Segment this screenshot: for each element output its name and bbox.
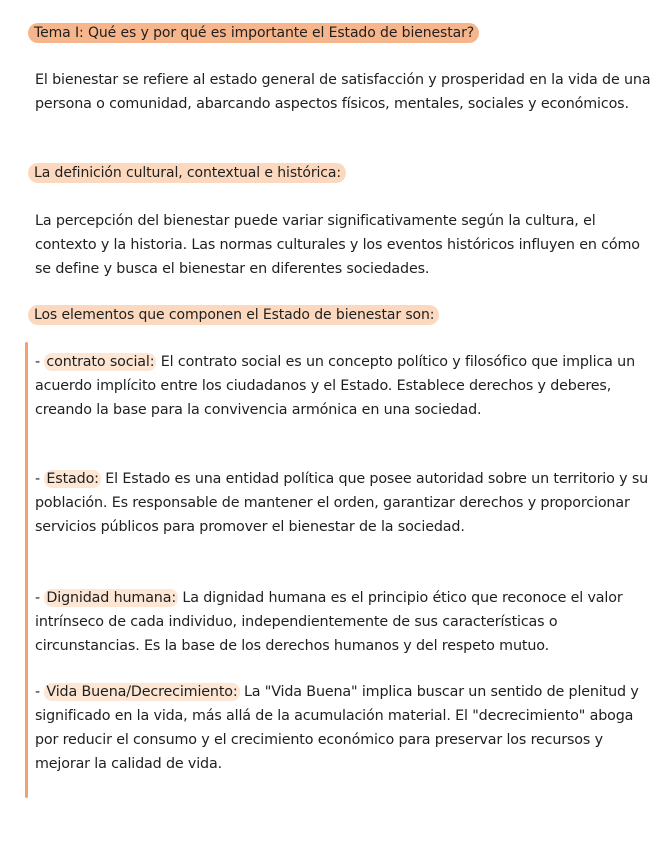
list-item — [35, 467, 653, 539]
intro-paragraph — [35, 68, 655, 116]
section-heading-definition — [28, 162, 346, 184]
topic-title-text: Tema I: Qué es y por qué es importante el Estado de bienestar? — [28, 23, 479, 43]
definition-paragraph — [35, 209, 655, 281]
list-item-text: La "Vida Buena" implica buscar un sentido de plenitud y significado en la vida, más allá de la acumulación material. El "decrecimiento" aboga por reducir el consumo y el crecimiento económico para preservar los recursos y mejorar la calidad de vida. — [35, 684, 639, 772]
definition-paragraph-text: La percepción del bienestar puede variar significativamente según la cultura, el contexto y la historia. Las normas culturales y los eventos históricos influyen en cómo se define y busca el bienestar en diferentes sociedades. — [35, 213, 640, 277]
section-heading-definition-text: La definición cultural, contextual e histórica: — [28, 163, 346, 183]
section-heading-elements-text: Los elementos que componen el Estado de bienestar son: — [28, 305, 439, 325]
list-item-dash: - — [35, 354, 45, 370]
list-item — [35, 680, 653, 776]
list-item-dash: - — [35, 471, 45, 487]
list-item-dash: - — [35, 590, 45, 606]
topic-title — [28, 22, 479, 44]
list-item-term: contrato social: — [46, 354, 155, 370]
list-item — [35, 350, 653, 422]
list-item-dash: - — [35, 684, 45, 700]
list-item-term: Dignidad humana: — [46, 590, 177, 606]
list-item-text: El contrato social es un concepto político y filosófico que implica un acuerdo implícito entre los ciudadanos y el Estado. Establece derechos y deberes, creando la base para la convivencia armónica en una sociedad. — [35, 354, 635, 418]
list-item-term: Estado: — [46, 471, 99, 487]
list-item-text: La dignidad humana es el principio ético que reconoce el valor intrínseco de cada individuo, independientemente de sus características o circunstancias. Es la base de los derechos humanos y del respeto mutuo. — [35, 590, 623, 654]
intro-paragraph-text: El bienestar se refiere al estado general de satisfacción y prosperidad en la vida de una persona o comunidad, abarcando aspectos físicos, mentales, sociales y económicos. — [35, 72, 651, 112]
elements-side-bar — [25, 342, 28, 798]
list-item-term: Vida Buena/Decrecimiento: — [46, 684, 238, 700]
section-heading-elements — [28, 304, 439, 326]
list-item-text: El Estado es una entidad política que posee autoridad sobre un territorio y su población. Es responsable de mantener el orden, garantizar derechos y proporcionar servicios públicos para promover el bienestar de la sociedad. — [35, 471, 649, 535]
list-item — [35, 586, 653, 658]
